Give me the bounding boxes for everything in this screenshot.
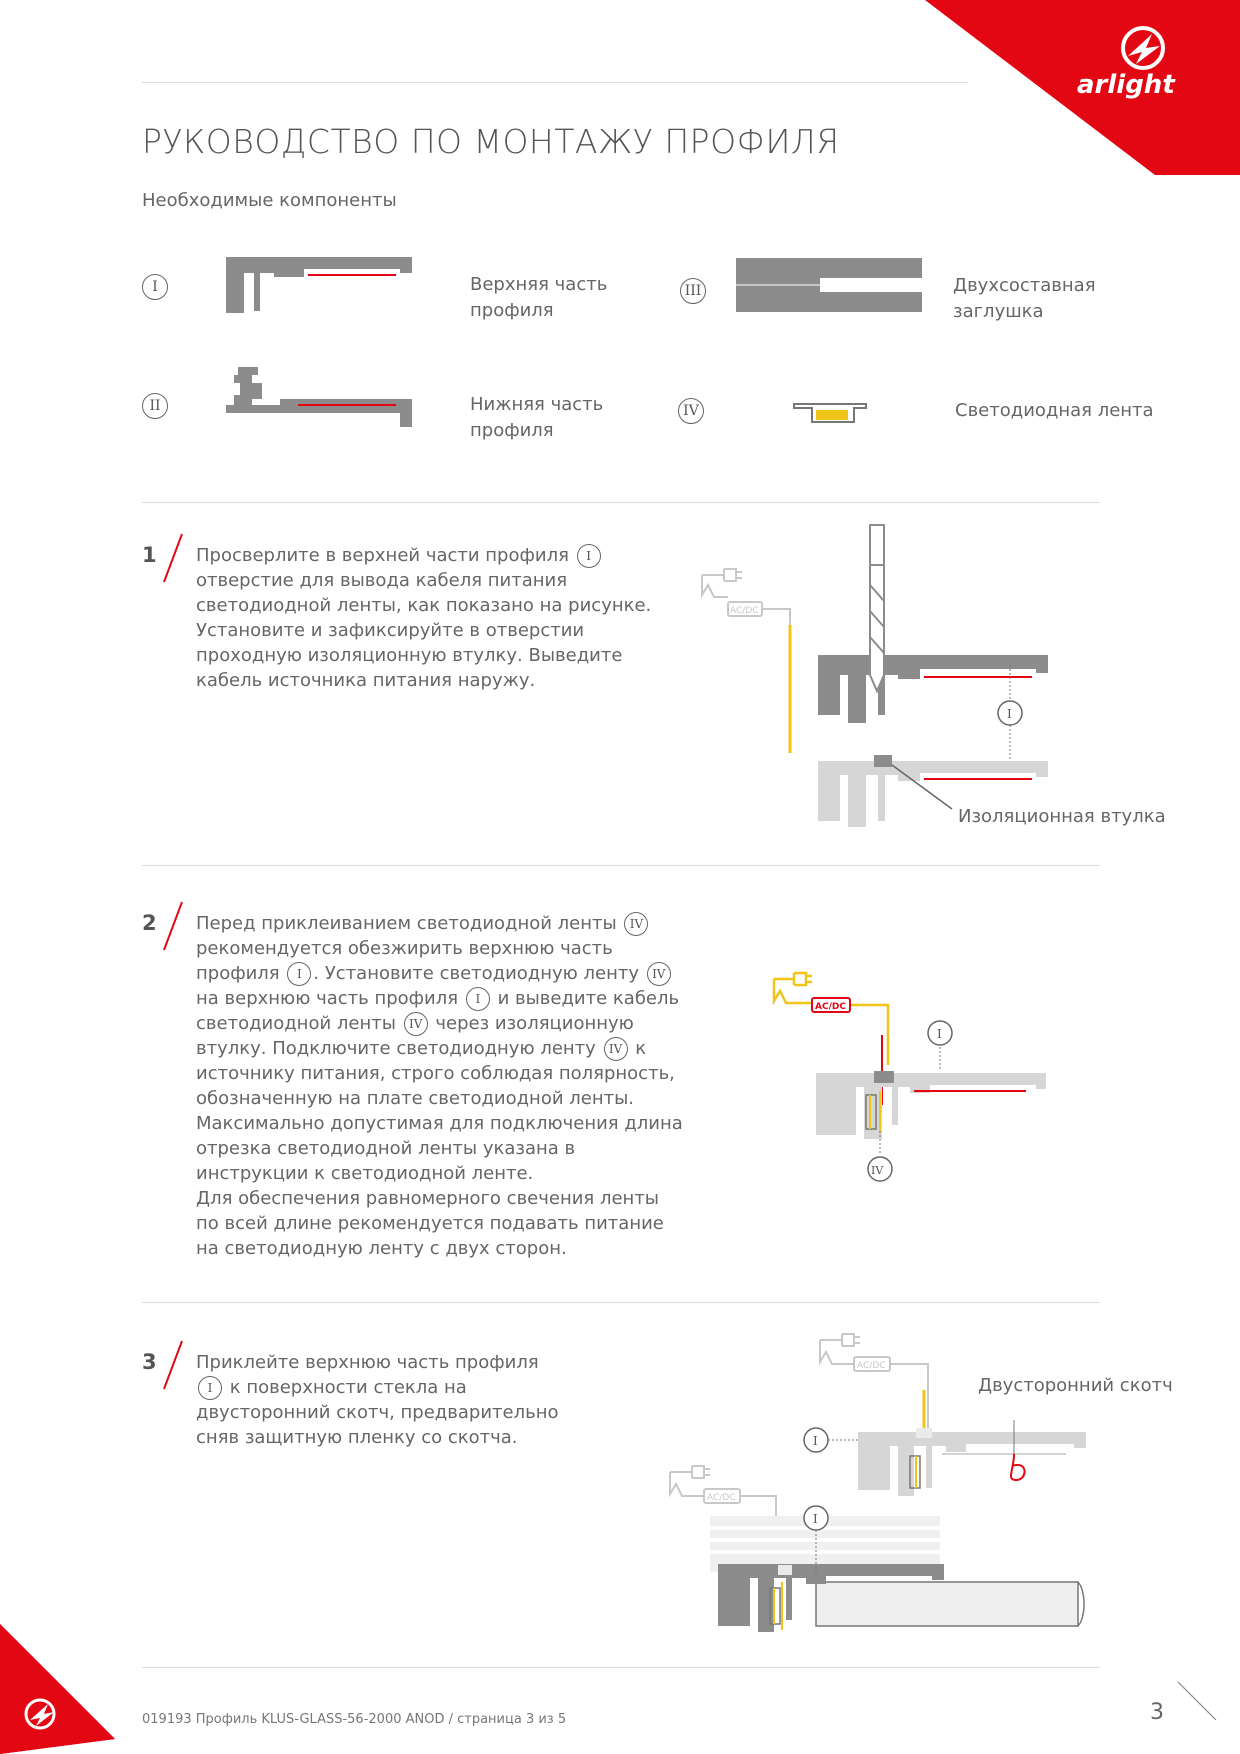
step-2-p6: через изоляционную втулку. Подключите светодиодную ленту (196, 1013, 634, 1059)
step-2-slash (160, 900, 190, 960)
component-marker-2: II (142, 393, 168, 419)
component-marker-1: I (142, 274, 168, 300)
svg-text:I: I (937, 1027, 942, 1041)
svg-text:I: I (813, 1512, 818, 1526)
svg-text:I: I (813, 1434, 818, 1448)
end-cap-drawing (736, 256, 936, 326)
component-marker-3: III (680, 278, 706, 304)
step-2-diagram (770, 955, 1070, 1175)
roman-i-ref: I (287, 962, 311, 986)
component-label-3: Двухсоставная заглушка (953, 275, 1096, 322)
roman-i-ref: I (198, 1376, 222, 1400)
components-subtitle: Необходимые компоненты (142, 190, 397, 211)
acdc-label: AC/DC (730, 606, 759, 616)
divider-1 (142, 502, 1100, 503)
step-2-p1: Перед приклеиванием светодиодной ленты (196, 913, 617, 934)
lower-profile-drawing (224, 365, 424, 445)
step-3-number: 3 (142, 1350, 157, 1374)
step-1-diagram (680, 525, 1100, 845)
upper-profile-drawing (224, 255, 424, 325)
brand-corner-bottom (0, 1624, 130, 1754)
step-3-text-b: к поверхности стекла на двусторонний скотч, предварительно сняв защитную пленку со скотча. (196, 1377, 559, 1448)
roman-iv-ref: IV (604, 1037, 628, 1061)
step-3-text-a: Приклейте верхнюю часть профиля (196, 1352, 539, 1373)
step-1-text-a: Просверлите в верхней части профиля (196, 545, 569, 566)
footer-divider (142, 1667, 1100, 1668)
step-2-p2: рекомендуется обезжирить верхнюю часть профиля (196, 938, 613, 984)
step-2-p4: на верхнюю часть профиля (196, 988, 459, 1009)
roman-iv-ref: IV (404, 1012, 428, 1036)
svg-text:AC/DC: AC/DC (707, 1493, 736, 1503)
roman-i-ref: I (577, 544, 601, 568)
divider-3 (142, 1302, 1100, 1303)
step-2-text (196, 911, 686, 1261)
step-3-slash (160, 1339, 190, 1399)
bushing-label: Изоляционная втулка (958, 806, 1166, 827)
acdc-label-red: AC/DC (815, 1002, 846, 1012)
led-strip-drawing (794, 402, 874, 432)
top-divider (142, 82, 968, 83)
component-label-2: Нижняя часть профиля (470, 394, 604, 441)
page-title: РУКОВОДСТВО ПО МОНТАЖУ ПРОФИЛЯ (142, 122, 840, 161)
tape-label: Двусторонний скотч (978, 1375, 1173, 1396)
page-number-slash (1176, 1680, 1226, 1730)
svg-text:AC/DC: AC/DC (857, 1361, 886, 1371)
step-1-text-b: отверстие для вывода кабеля питания светодиодной ленты, как показано на рисунке. Установите и зафиксируйте в отверстии проходную изоляционную втулку. Выведите кабель источника питания наружу. (196, 570, 652, 691)
step-1-number: 1 (142, 543, 157, 567)
divider-2 (142, 865, 1100, 866)
step-2-p7: к источнику питания, строго соблюдая полярность, обозначенную на плате светодиодной ленты. Максимально допустимая для подключения длина отрезка светодиодной ленты указана в инструкции к светодиодной ленте. (196, 1038, 683, 1184)
step-2-p3: . Установите светодиодную ленту (313, 963, 640, 984)
roman-i-ref: I (466, 987, 490, 1011)
svg-text:I: I (1007, 707, 1012, 721)
brand-corner (0, 0, 1240, 200)
brand-logo-text: arlight (1077, 70, 1175, 100)
step-1-text (196, 543, 686, 693)
roman-iv-ref: IV (624, 912, 648, 936)
step-1-slash (160, 532, 190, 592)
component-label-4: Светодиодная лента (955, 400, 1154, 421)
step-2-number: 2 (142, 911, 157, 935)
footer-doc-info: 019193 Профиль KLUS-GLASS-56-2000 ANOD / страница 3 из 5 (142, 1712, 567, 1727)
roman-iv-ref: IV (647, 962, 671, 986)
step-2-p5: и выведите кабель светодиодной ленты (196, 988, 680, 1034)
step-2-p8: Для обеспечения равномерного свечения ленты по всей длине рекомендуется подавать питание на светодиодную ленту с двух сторон. (196, 1188, 664, 1259)
step-3-diagram (666, 1320, 1126, 1650)
step-3-text (196, 1350, 566, 1450)
component-marker-4: IV (678, 398, 704, 424)
component-label-1: Верхняя часть профиля (470, 274, 608, 321)
svg-text:IV: IV (871, 1164, 884, 1177)
page-number: 3 (1150, 1700, 1164, 1725)
